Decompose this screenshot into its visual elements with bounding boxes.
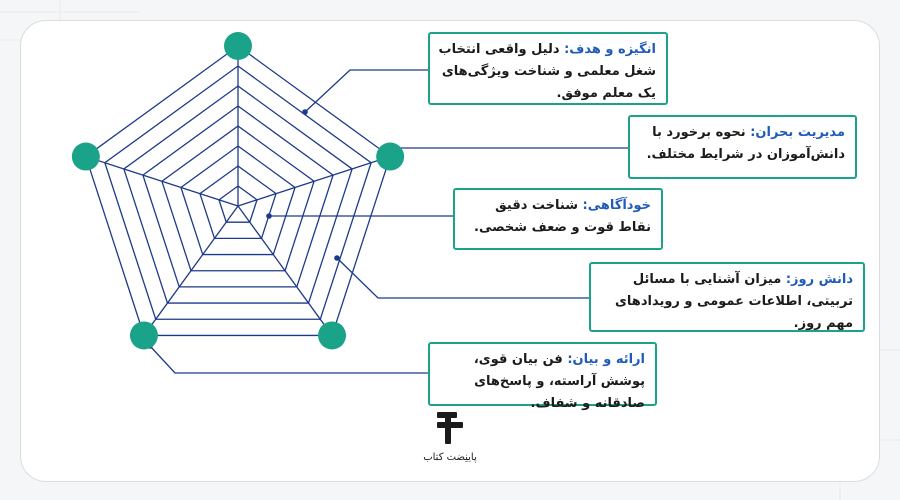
leader-line — [388, 148, 628, 164]
vertex-node — [224, 32, 252, 60]
vertex-node — [376, 143, 404, 171]
logo-mark-icon — [433, 410, 467, 446]
vertex-node — [130, 321, 158, 349]
leader-line — [337, 258, 589, 298]
vertex-node — [318, 321, 346, 349]
leader-line — [150, 346, 428, 373]
item-title: انگیزه و هدف: — [564, 42, 656, 57]
item-box-current-knowledge — [589, 262, 865, 332]
item-box-crisis-management — [628, 115, 857, 179]
item-desc: شناخت دقیق نقاط قوت و ضعف شخصی. — [474, 198, 651, 235]
brand-logo — [408, 410, 492, 463]
leader-dot — [334, 255, 340, 261]
item-desc: میزان آشنایی با مسائل تربیتی، اطلاعات عمومی و رویدادهای مهم روز. — [615, 272, 853, 331]
item-box-self-awareness — [453, 188, 663, 250]
item-box-presentation — [428, 342, 657, 411]
web-spoke — [238, 157, 390, 206]
leader-line — [305, 70, 428, 112]
leader-dot — [266, 213, 272, 219]
item-title: دانش روز: — [785, 272, 853, 287]
item-title: خودآگاهی: — [582, 198, 651, 213]
item-desc: فن بیان قوی، پوشش آراسته، و پاسخ‌های صادقانه و شفاف. — [473, 352, 645, 411]
web-spoke — [86, 157, 238, 206]
item-desc: نحوه برخورد با دانش‌آموزان در شرایط مختلف. — [646, 125, 845, 162]
item-title: مدیریت بحران: — [750, 125, 845, 140]
leader-dot — [302, 109, 308, 115]
vertex-node — [72, 143, 100, 171]
item-desc: دلیل واقعی انتخاب شغل معلمی و شناخت ویژگی‌های یک معلم موفق. — [438, 42, 656, 101]
item-box-motivation — [428, 32, 668, 105]
item-title: ارائه و بیان: — [567, 352, 645, 367]
logo-text: پاینِضت کتاب — [423, 452, 477, 463]
